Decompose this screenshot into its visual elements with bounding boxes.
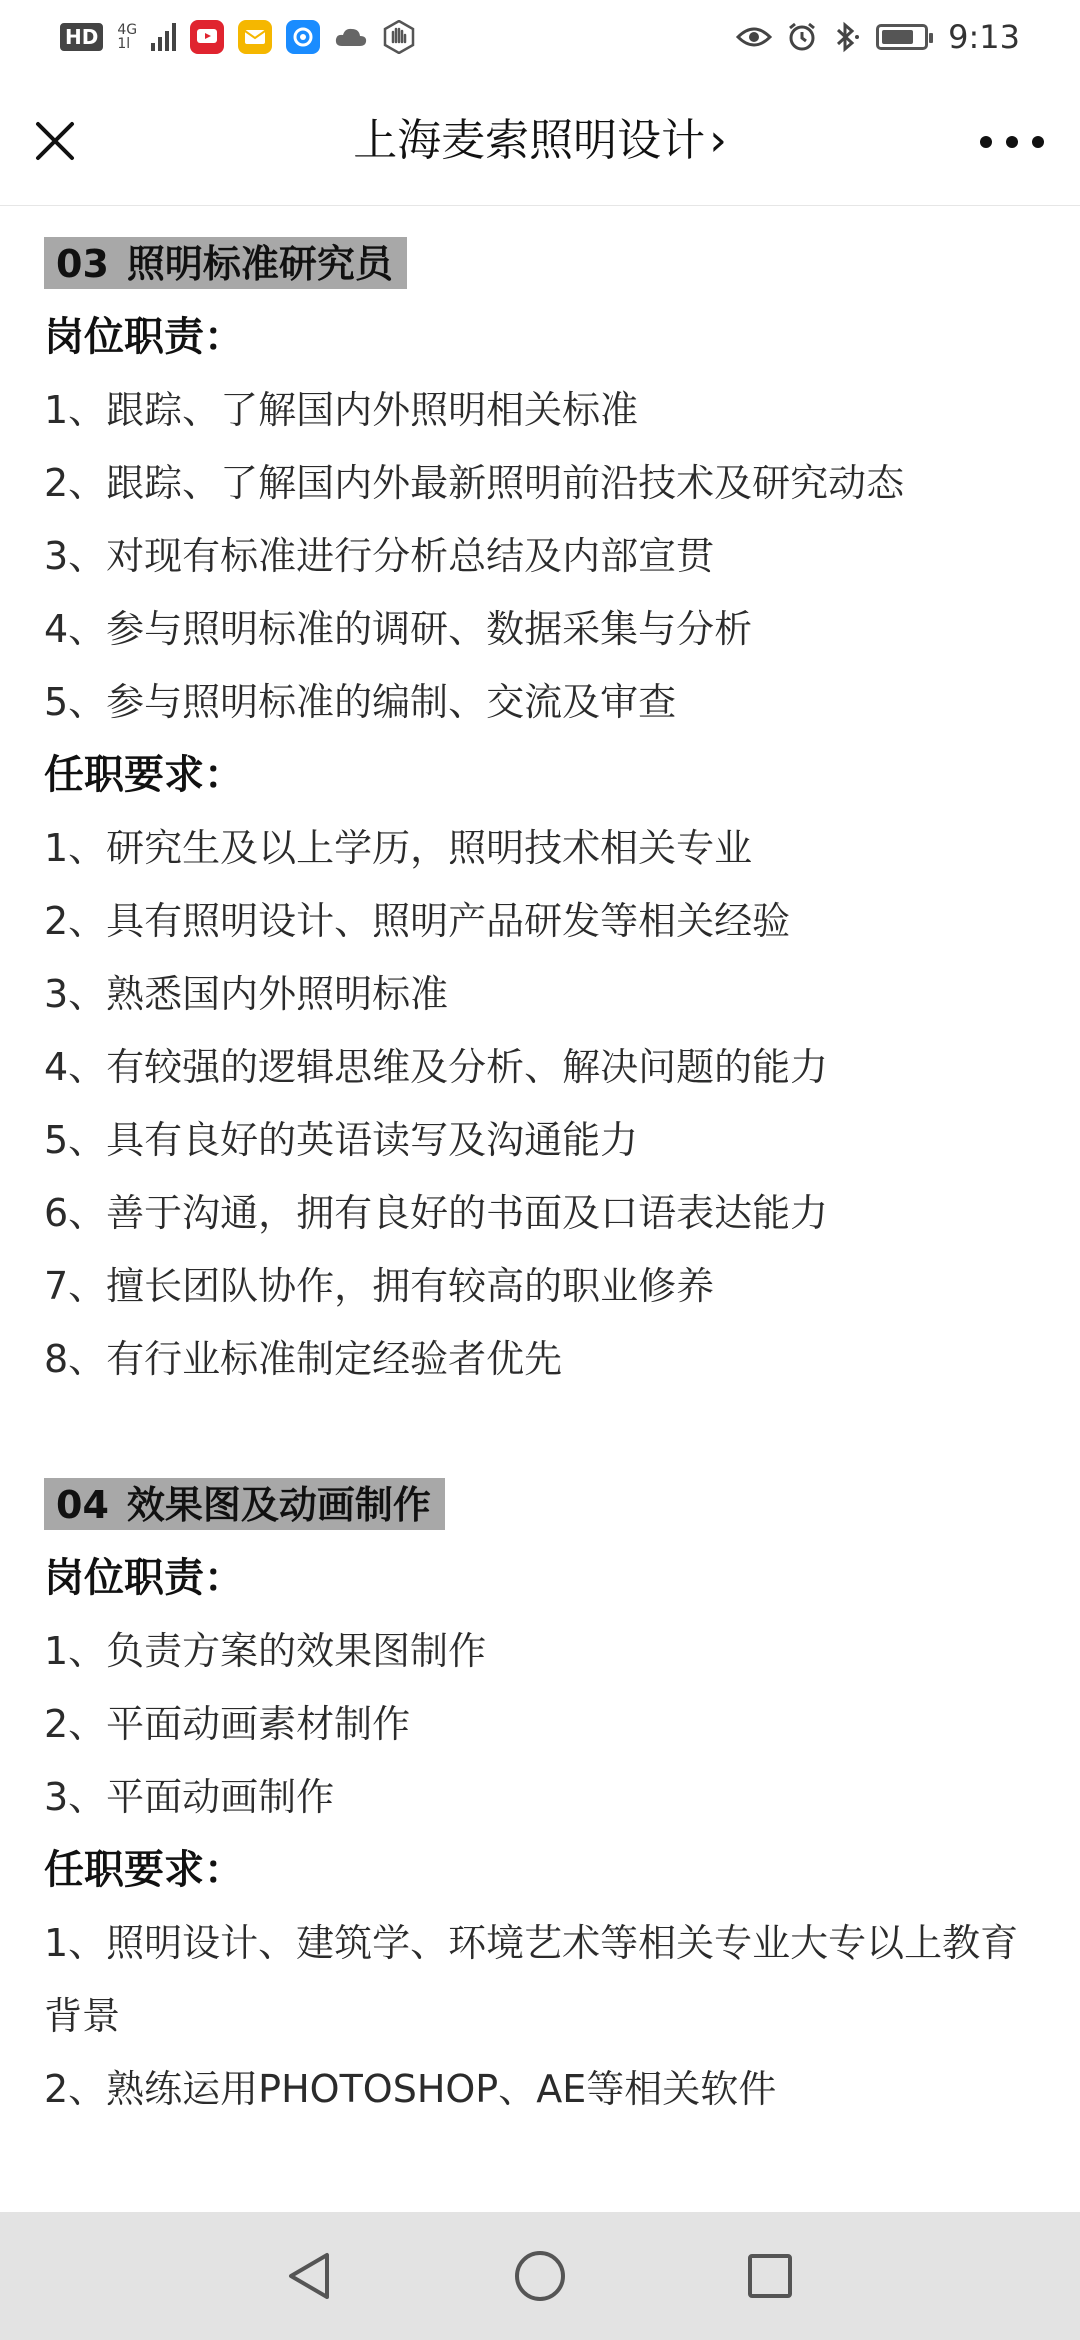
list-item: 5、参与照明标准的编制、交流及审查	[44, 680, 677, 724]
network-sub-label: 1l	[117, 36, 131, 52]
section-tag	[44, 237, 407, 289]
status-right	[736, 18, 1020, 56]
eye-icon	[736, 25, 772, 49]
list-item: 7、擅长团队协作，拥有较高的职业修养	[44, 1264, 715, 1308]
section-title: 照明标准研究员	[126, 242, 393, 286]
list-item: 2、具有照明设计、照明产品研发等相关经验	[44, 899, 791, 943]
status-bar	[0, 0, 1080, 74]
job-section	[44, 1469, 1044, 2126]
list-item: 5、具有良好的英语读写及沟通能力	[44, 1118, 639, 1162]
more-options-button[interactable]	[980, 128, 1044, 156]
network-label: 4G	[117, 22, 138, 38]
title-bar	[0, 74, 1080, 206]
page-title: 上海麦索照明设计	[353, 115, 706, 166]
more-dot-icon	[1032, 136, 1044, 148]
system-navigation-bar	[0, 2212, 1080, 2340]
more-dot-icon	[1006, 136, 1018, 148]
section-title: 效果图及动画制作	[126, 1483, 431, 1527]
list-item: 6、善于沟通，拥有良好的书面及口语表达能力	[44, 1191, 829, 1235]
list-item: 4、有较强的逻辑思维及分析、解决问题的能力	[44, 1045, 829, 1089]
section-number: 04	[56, 1483, 109, 1527]
signal-icon	[151, 23, 176, 51]
requirement-heading: 任职要求：	[44, 752, 244, 798]
battery-icon	[876, 24, 928, 50]
chevron-right-icon: ›	[709, 115, 727, 166]
list-item: 1、研究生及以上学历，照明技术相关专业	[44, 826, 753, 870]
list-item: 1、跟踪、了解国内外照明相关标准	[44, 388, 639, 432]
job-section	[44, 228, 1044, 1396]
mail-app-icon	[238, 20, 272, 54]
list-item: 4、参与照明标准的调研、数据采集与分析	[44, 607, 753, 651]
home-circle-icon	[512, 2248, 568, 2304]
list-item: 2、平面动画素材制作	[44, 1702, 411, 1746]
hd-icon: HD	[60, 23, 103, 51]
cloud-icon	[334, 26, 368, 48]
section-number: 03	[56, 242, 109, 286]
article-body	[44, 228, 1044, 2126]
duty-heading: 岗位职责：	[44, 314, 244, 360]
recents-button[interactable]	[740, 2246, 800, 2306]
list-item: 2、跟踪、了解国内外最新照明前沿技术及研究动态	[44, 461, 905, 505]
list-item: 1、负责方案的效果图制作	[44, 1629, 487, 1673]
recents-square-icon	[745, 2251, 795, 2301]
duty-heading: 岗位职责：	[44, 1555, 244, 1601]
list-item: 3、对现有标准进行分析总结及内部宣贯	[44, 534, 715, 578]
back-triangle-icon	[285, 2249, 335, 2303]
bluetooth-icon	[832, 21, 862, 53]
browser-app-icon	[286, 20, 320, 54]
hand-icon	[382, 20, 416, 54]
requirement-heading: 任职要求：	[44, 1847, 244, 1893]
clock: 9:13	[948, 18, 1020, 56]
list-item: 8、有行业标准制定经验者优先	[44, 1337, 563, 1381]
home-button[interactable]	[510, 2246, 570, 2306]
network-type-icon	[117, 23, 137, 51]
list-item: 1、照明设计、建筑学、环境艺术等相关专业大专以上教育背景	[44, 1921, 1019, 2038]
alarm-icon	[786, 21, 818, 53]
list-item: 3、平面动画制作	[44, 1775, 335, 1819]
back-button[interactable]	[280, 2246, 340, 2306]
more-dot-icon	[980, 136, 992, 148]
list-item: 2、熟练运用PHOTOSHOP、AE等相关软件	[44, 2067, 777, 2111]
status-left	[60, 20, 416, 54]
list-item: 3、熟悉国内外照明标准	[44, 972, 449, 1016]
section-tag	[44, 1478, 445, 1530]
section-spacer	[44, 1396, 1044, 1469]
video-app-icon	[190, 20, 224, 54]
account-title-link[interactable]	[0, 110, 1080, 172]
